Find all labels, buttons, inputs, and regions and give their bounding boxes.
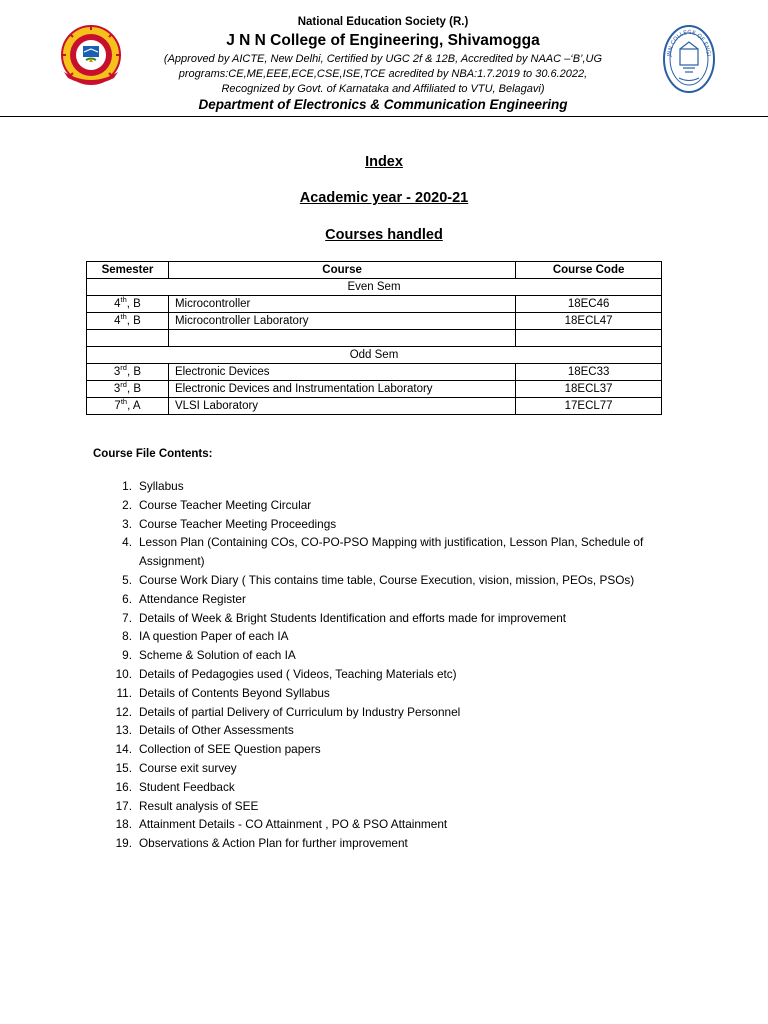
list-item-text: Collection of SEE Question papers bbox=[139, 742, 321, 757]
list-item bbox=[106, 834, 686, 853]
list-item-number: 13. bbox=[115, 723, 132, 738]
course-code-cell: 18EC46 bbox=[516, 296, 662, 313]
list-item bbox=[106, 496, 686, 515]
list-item bbox=[106, 759, 686, 778]
table-header-row bbox=[87, 262, 662, 279]
list-item bbox=[106, 797, 686, 816]
col-header-course-code: Course Code bbox=[516, 262, 662, 279]
list-item bbox=[106, 665, 686, 684]
table-row bbox=[87, 296, 662, 313]
list-item bbox=[106, 590, 686, 609]
course-code-cell: 18ECL47 bbox=[516, 313, 662, 330]
list-item-number: 15. bbox=[115, 760, 132, 775]
course-file-contents-list bbox=[106, 477, 686, 853]
list-item-text: Details of partial Delivery of Curriculum by Industry Personnel bbox=[139, 704, 461, 719]
list-item-text: Details of Week & Bright Students Identification and efforts made for improvement bbox=[139, 610, 567, 625]
course-code-cell: 18ECL37 bbox=[516, 381, 662, 398]
semester-cell: 7th, A bbox=[87, 398, 169, 415]
list-item-text: Details of Other Assessments bbox=[139, 723, 294, 738]
semester-cell: 3rd, B bbox=[87, 364, 169, 381]
list-item-text: Observations & Action Plan for further improvement bbox=[139, 836, 408, 851]
list-item-number: 3. bbox=[122, 516, 132, 531]
list-item-text: IA question Paper of each IA bbox=[139, 629, 289, 644]
list-item-number: 8. bbox=[122, 629, 132, 644]
list-item bbox=[106, 815, 686, 834]
list-item-number: 9. bbox=[122, 648, 132, 663]
college-seal-logo bbox=[663, 24, 715, 94]
semester-cell: 4th, B bbox=[87, 313, 169, 330]
letterhead bbox=[0, 0, 768, 116]
list-item-number: 2. bbox=[122, 497, 132, 512]
list-item-number: 7. bbox=[122, 610, 132, 625]
list-item bbox=[106, 684, 686, 703]
list-item-number: 4. bbox=[122, 535, 132, 550]
list-item-number: 17. bbox=[115, 798, 132, 813]
courses-table bbox=[86, 261, 662, 415]
list-item-number: 12. bbox=[115, 704, 132, 719]
semester-cell: 3rd, B bbox=[87, 381, 169, 398]
even-sem-label: Even Sem bbox=[87, 279, 662, 296]
col-header-course: Course bbox=[168, 262, 515, 279]
list-item-text: Scheme & Solution of each IA bbox=[139, 648, 296, 663]
table-row bbox=[87, 381, 662, 398]
list-item-text: Course exit survey bbox=[139, 760, 237, 775]
list-item-number: 14. bbox=[115, 742, 132, 757]
list-item bbox=[106, 778, 686, 797]
course-cell: Electronic Devices and Instrumentation Laboratory bbox=[168, 381, 515, 398]
list-item bbox=[106, 646, 686, 665]
list-item bbox=[106, 703, 686, 722]
society-name: National Education Society (R.) bbox=[297, 16, 469, 28]
list-item-number: 1. bbox=[122, 479, 132, 493]
course-cell: Microcontroller Laboratory bbox=[168, 313, 515, 330]
list-item-number: 5. bbox=[122, 572, 132, 587]
course-cell: Microcontroller bbox=[168, 296, 515, 313]
empty-cell bbox=[516, 330, 662, 347]
list-item-text: Details of Pedagogies used ( Videos, Teaching Materials etc) bbox=[139, 666, 457, 681]
empty-cell bbox=[168, 330, 515, 347]
list-item-text: Result analysis of SEE bbox=[139, 798, 259, 813]
list-item-text: Course Teacher Meeting Proceedings bbox=[139, 516, 337, 531]
course-code-cell: 18EC33 bbox=[516, 364, 662, 381]
course-cell: Electronic Devices bbox=[168, 364, 515, 381]
course-file-contents-label: Course File Contents: bbox=[93, 448, 213, 460]
approval-line-1: (Approved by AICTE, New Delhi, Certified by UGC 2f & 12B, Accredited by NAAC –‘B’,UG bbox=[163, 53, 603, 65]
list-item bbox=[106, 609, 686, 628]
even-sem-row bbox=[87, 279, 662, 296]
table-row bbox=[87, 398, 662, 415]
list-item-number: 16. bbox=[115, 779, 132, 794]
odd-sem-label: Odd Sem bbox=[87, 347, 662, 364]
list-item bbox=[106, 571, 686, 590]
approval-line-2: programs:CE,ME,EEE,ECE,CSE,ISE,TCE acredited by NBA:1.7.2019 to 30.6.2022, bbox=[178, 68, 588, 80]
list-item bbox=[106, 740, 686, 759]
college-name: J N N College of Engineering, Shivamogga bbox=[226, 32, 540, 49]
list-item bbox=[106, 477, 686, 496]
empty-cell bbox=[87, 330, 169, 347]
seal-text: JNN COLLEGE OF ENGI bbox=[667, 29, 711, 57]
list-item bbox=[106, 627, 686, 646]
course-code-cell: 17ECL77 bbox=[516, 398, 662, 415]
semester-cell: 4th, B bbox=[87, 296, 169, 313]
index-title: Index bbox=[365, 154, 403, 170]
empty-row bbox=[87, 330, 662, 347]
list-item-text: Attendance Register bbox=[139, 591, 246, 606]
list-item-number: 19. bbox=[115, 836, 132, 851]
list-item-text: Student Feedback bbox=[139, 779, 235, 794]
academic-year-title: Academic year - 2020-21 bbox=[299, 190, 469, 206]
table-row bbox=[87, 313, 662, 330]
list-item bbox=[106, 515, 686, 534]
list-item-text: Attainment Details - CO Attainment , PO & PSO Attainment bbox=[139, 817, 448, 832]
list-item-number: 10. bbox=[115, 666, 132, 681]
list-item-number: 18. bbox=[115, 817, 132, 832]
table-row bbox=[87, 364, 662, 381]
society-emblem-logo bbox=[56, 24, 126, 88]
list-item-number: 11. bbox=[116, 685, 132, 700]
courses-handled-title: Courses handled bbox=[325, 227, 443, 243]
approval-line-3: Recognized by Govt. of Karnataka and Affiliated to VTU, Belagavi) bbox=[221, 83, 545, 95]
header-divider bbox=[0, 116, 768, 117]
list-item bbox=[106, 533, 686, 571]
course-cell: VLSI Laboratory bbox=[168, 398, 515, 415]
odd-sem-row bbox=[87, 347, 662, 364]
list-item bbox=[106, 721, 686, 740]
list-item-text: Details of Contents Beyond Syllabus bbox=[139, 685, 330, 700]
col-header-semester: Semester bbox=[87, 262, 169, 279]
list-item-text: Syllabus bbox=[139, 479, 184, 493]
list-item-text: Lesson Plan (Containing COs, CO-PO-PSO Mapping with justification, Lesson Plan, Schedule of Assignment) bbox=[139, 535, 644, 569]
list-item-text: Course Teacher Meeting Circular bbox=[139, 497, 312, 512]
department-name: Department of Electronics & Communication Engineering bbox=[198, 97, 568, 112]
list-item-number: 6. bbox=[122, 591, 132, 606]
list-item-text: Course Work Diary ( This contains time table, Course Execution, vision, mission, PEOs, PSOs) bbox=[139, 572, 635, 587]
